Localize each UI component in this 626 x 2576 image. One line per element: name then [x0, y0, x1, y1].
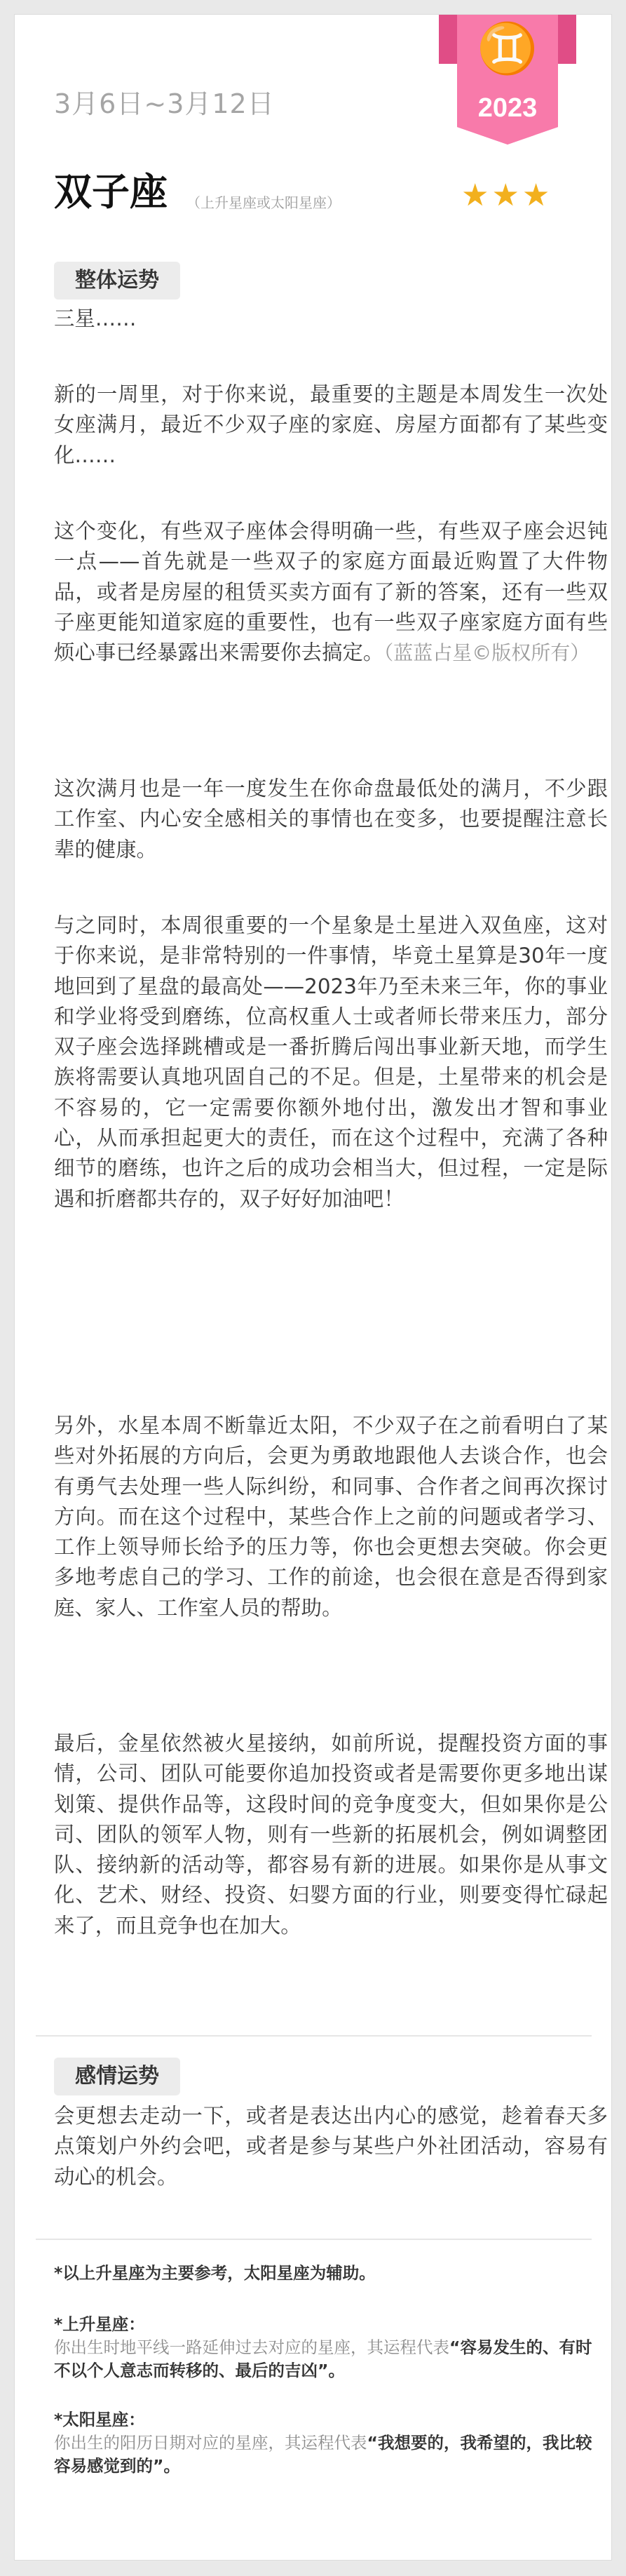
rating-stars: ★★★ — [461, 177, 553, 213]
overall-paragraph: 三星…… — [54, 307, 137, 330]
sun-sign-quote: “我想要的，我希望的，我比较容易感觉到的”。 — [54, 2433, 592, 2476]
badge-year: 2023 — [477, 93, 538, 123]
section-divider — [36, 2239, 592, 2240]
overall-paragraph: 另外，水星本周不断靠近太阳，不少双子在之前看明白了某些对外拓展的方向后，会更为勇敢地跟他人去谈合作，也会有勇气去处理一些人际纠纷，和同事、合作者之间再次探讨方向。而在这个过程中，某些合作上之前的问题或者学习、工作上领导师长给予的压力等，你也会更想去突破。你会更多地考虑自己的学习、工作的前途，也会很在意是否得到家庭、家人、工作室人员的帮助。 — [54, 1414, 608, 1620]
overall-paragraph: 与之同时，本周很重要的一个星象是土星进入双鱼座，这对于你来说，是非常特别的一件事情，毕竟土星算是30年一度地回到了星盘的最高处——2023年乃至未来三年，你的事业和学业将受到磨练，位高权重人士或者师长带来压力，部分双子座会选择跳槽或是一番折腾后闯出事业新天地，而学生族将需要认真地巩固自己的不足。但是，土星带来的机会是不容易的，它一定需要你额外地付出，激发出才智和事业心，从而承担起更大的责任，而在这个过程中，充满了各种细节的磨练，也许之后的成功会相当大，但过程，一定是际遇和折磨都共存的，双子好好加油吧！ — [54, 913, 608, 1211]
copyright-note: （蓝蓝占星©版权所有） — [383, 641, 590, 665]
overall-paragraph-text: 这个变化，有些双子座体会得明确一些，有些双子座会迟钝一点——首先就是一些双子的家庭方面最近购置了大件物品，或者是房屋的租赁买卖方面有了新的答案，还有一些双子座更能知道家庭的重要性，也有一些双子座家庭方面有些烦心事已经暴露出来需要你去搞定。 — [54, 519, 608, 665]
sign-title: 双子座 — [54, 170, 168, 214]
overall-paragraph — [54, 516, 608, 668]
sun-sign-note — [54, 2408, 608, 2478]
overall-paragraph: 新的一周里，对于你来说，最重要的主题是本周发生一次处女座满月，最近不少双子座的家庭、房屋方面都有了某些变化…… — [54, 382, 608, 467]
sun-sign-title: *太阳星座： — [54, 2410, 145, 2429]
horoscope-card — [14, 14, 612, 2561]
gemini-symbol-icon: ♊ — [477, 19, 538, 77]
gemini-year-badge — [439, 15, 576, 145]
section-label-love: 感情运势 — [54, 2058, 180, 2095]
date-range: 3月6日~3月12日 — [54, 88, 275, 119]
section-label-overall: 整体运势 — [54, 262, 180, 300]
overall-paragraph: 最后，金星依然被火星接纳，如前所说，提醒投资方面的事情，公司、团队可能要你追加投资或者是需要你更多地出谋划策、提供作品等，这段时间的竞争度变大，但如果你是公司、团队的领军人物，则有一些新的拓展机会，例如调整团队、接纳新的活动等，都容易有新的进展。如果你是从事文化、艺术、财经、投资、妇婴方面的行业，则要变得忙碌起来了，而且竞争也在加大。 — [54, 1731, 608, 1938]
rising-sign-note — [54, 2313, 608, 2382]
rising-sign-title: *上升星座： — [54, 2314, 145, 2334]
rising-sign-desc: 你出生时地平线一路延伸过去对应的星座，其运程代表 — [54, 2337, 449, 2357]
overall-paragraph: 这次满月也是一年一度发生在你命盘最低处的满月，不少跟工作室、内心安全感相关的事情也在变多，也要提醒注意长辈的健康。 — [54, 777, 608, 861]
sign-subtitle: （上升星座或太阳星座） — [186, 194, 341, 211]
sun-sign-desc: 你出生的阳历日期对应的星座，其运程代表 — [54, 2433, 367, 2453]
rising-sign-quote: “容易发生的、有时不以个人意志而转移的、最后的吉凶”。 — [54, 2337, 592, 2380]
main-note: *以上升星座为主要参考，太阳星座为辅助。 — [54, 2263, 376, 2283]
love-paragraph: 会更想去走动一下，或者是表达出内心的感觉，趁着春天多点策划户外约会吧，或者是参与某些户外社团活动，容易有动心的机会。 — [54, 2104, 608, 2189]
section-divider — [36, 2035, 592, 2037]
